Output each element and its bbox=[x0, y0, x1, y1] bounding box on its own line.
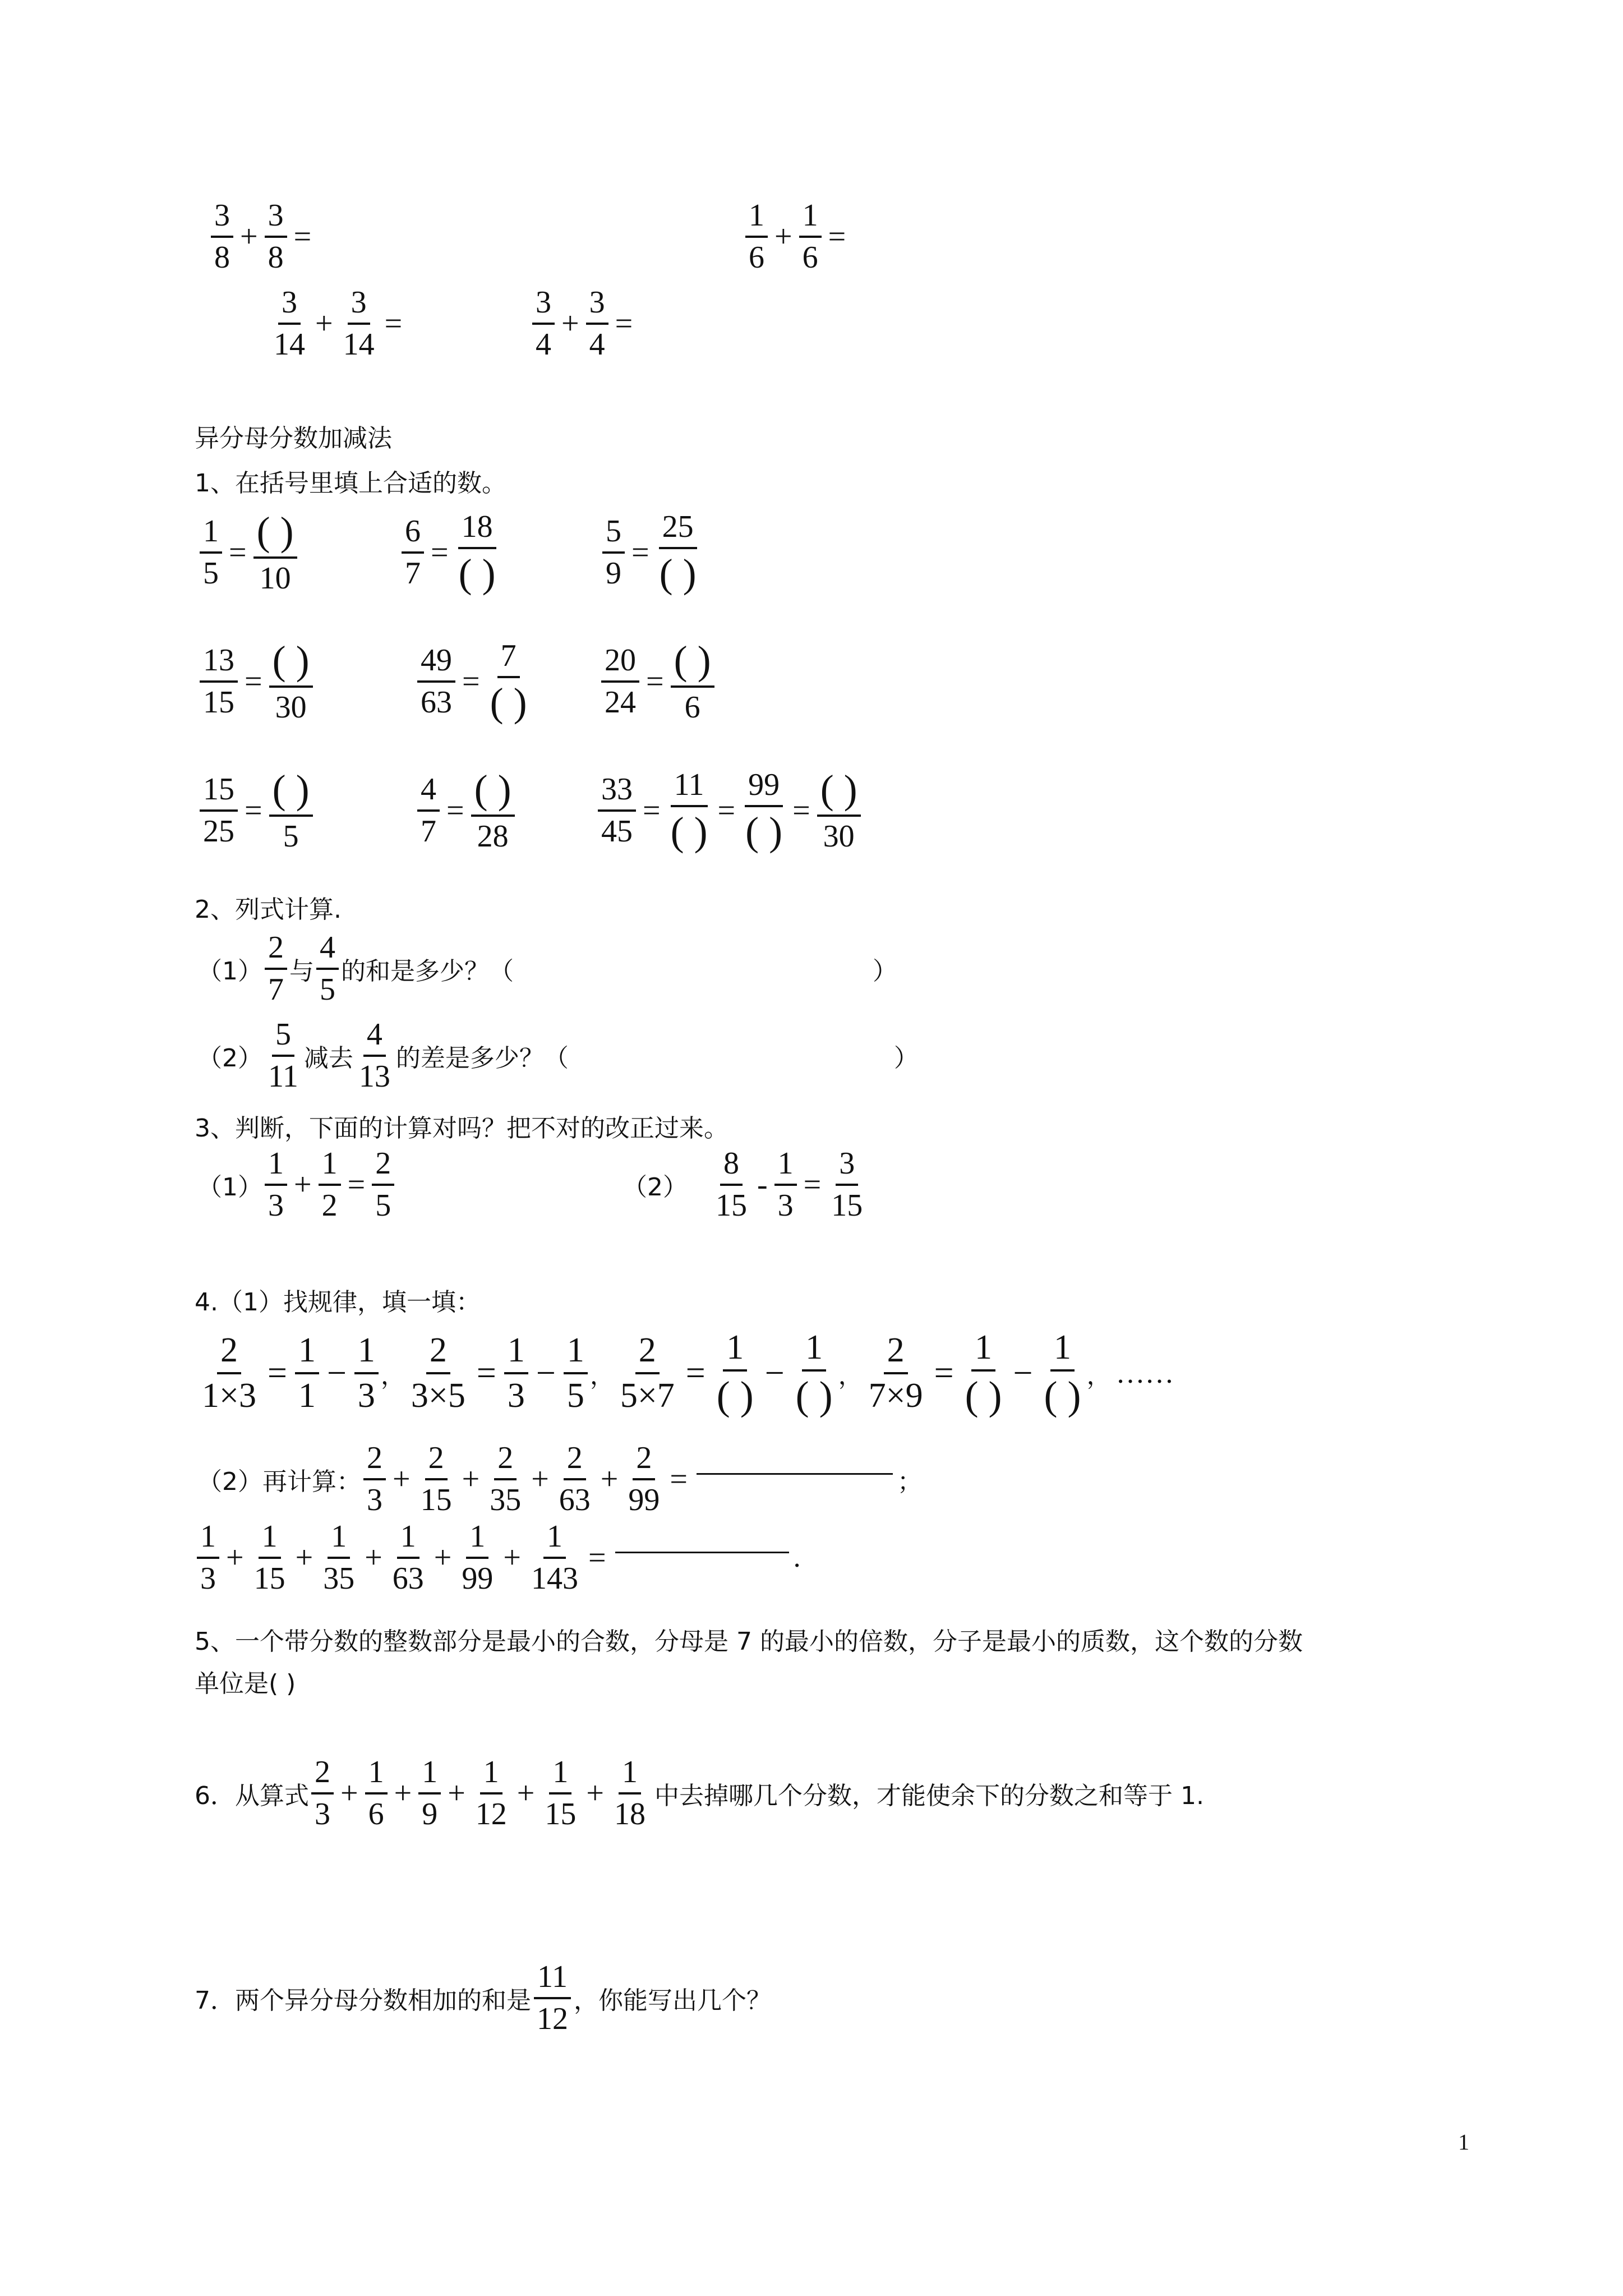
q1-item bbox=[599, 639, 717, 724]
fraction: $\frac{18}{( )}$ bbox=[455, 510, 499, 595]
fraction: $\frac{4}{5}$ bbox=[316, 931, 339, 1006]
fraction: $\frac{1}{9}$ bbox=[418, 1756, 441, 1831]
top-sum-2 bbox=[743, 199, 850, 274]
fraction: $\frac{( )}{6}$ bbox=[671, 639, 714, 724]
fraction: $\frac{5}{11}$ bbox=[268, 1017, 298, 1094]
q1-item bbox=[197, 510, 299, 595]
fraction: $\frac{1}{3}$ bbox=[354, 1332, 379, 1414]
q3-part-1: （1） $\frac{1}{3}$ + $\frac{1}{2}$ = $\frac{2}{5}$ bbox=[197, 1147, 396, 1222]
question-4-label: 4.（1）找规律，填一填： bbox=[195, 1288, 481, 1317]
fraction: $\frac{3}{14}$ bbox=[274, 285, 305, 362]
fraction: $\frac{6}{7}$ bbox=[402, 515, 424, 590]
question-5-line-2: 单位是( ) bbox=[195, 1669, 296, 1698]
equals-sign: = bbox=[803, 1167, 822, 1202]
fraction: $\frac{1}{2}$ bbox=[319, 1147, 341, 1222]
top-sum-4 bbox=[530, 286, 637, 361]
equals-sign: = bbox=[631, 535, 649, 570]
top-sum-1 bbox=[209, 199, 316, 274]
fraction: $\frac{( )}{30}$ bbox=[269, 639, 313, 724]
fraction: $\frac{( )}{5}$ bbox=[269, 769, 313, 853]
fraction: $\frac{1}{( )}$ bbox=[792, 1329, 836, 1418]
fraction: $\frac{1}{3}$ bbox=[265, 1147, 287, 1222]
fraction: $\frac{3}{8}$ bbox=[265, 199, 287, 274]
fraction: $\frac{1}{5}$ bbox=[200, 515, 222, 590]
question-7: 7．两个异分母分数相加的和是 $\frac{11}{12}$ ，你能写出几个？ bbox=[195, 1959, 771, 2036]
fraction: $\frac{1}{12}$ bbox=[475, 1755, 507, 1832]
fraction: $\frac{1}{3}$ bbox=[774, 1147, 797, 1222]
answer-blank[interactable]: ( ) bbox=[253, 510, 297, 559]
plus-sign: + bbox=[294, 1167, 312, 1202]
fraction: $\frac{3}{4}$ bbox=[532, 286, 555, 361]
fraction: $\frac{( )}{28}$ bbox=[471, 769, 515, 853]
fraction: $\frac{( )}{10}$ bbox=[253, 510, 297, 595]
fraction: $\frac{13}{15}$ bbox=[200, 644, 238, 719]
fraction: $\frac{1}{5}$ bbox=[564, 1332, 588, 1414]
answer-blank[interactable]: ( ) bbox=[458, 550, 496, 596]
fraction: $\frac{99}{( )}$ bbox=[742, 769, 786, 853]
question-1-label: 1、在括号里填上合适的数。 bbox=[195, 469, 506, 498]
fraction: $\frac{2}{5\times 7}$ bbox=[620, 1331, 675, 1415]
fraction: $\frac{15}{25}$ bbox=[200, 773, 238, 848]
q1-item bbox=[399, 510, 501, 595]
fraction: $\frac{2}{3}$ bbox=[311, 1756, 334, 1831]
fraction: $\frac{1}{6}$ bbox=[745, 199, 768, 274]
fraction: $\frac{2}{3}$ bbox=[363, 1442, 386, 1517]
section-title: 异分母分数加减法 bbox=[195, 424, 392, 453]
equals-sign: = bbox=[245, 793, 262, 829]
fraction: $\frac{2}{7}$ bbox=[265, 931, 287, 1006]
q1-item bbox=[415, 769, 517, 853]
fraction: $\frac{1}{99}$ bbox=[462, 1519, 494, 1596]
fraction: $\frac{1}{( )}$ bbox=[713, 1329, 757, 1418]
q1-chain bbox=[596, 769, 863, 853]
answer-line[interactable] bbox=[697, 1473, 893, 1475]
q4-sum-2: $\frac{1}{3}$ + $\frac{1}{15}$ + $\frac{1}{35}$ + $\frac{1}{63}$ + $\frac{1}{99}$ + $\frac{1}{143}$ = . bbox=[195, 1520, 801, 1595]
fraction: $\frac{1}{35}$ bbox=[323, 1519, 355, 1596]
answer-blank[interactable]: ( ) bbox=[745, 808, 783, 854]
answer-blank[interactable]: ( ) bbox=[817, 769, 861, 817]
answer-blank[interactable]: ( ) bbox=[471, 769, 515, 817]
q1-item bbox=[197, 639, 315, 724]
question-6: 6．从算式 $\frac{2}{3}$ + $\frac{1}{6}$ + $\frac{1}{9}$ + $\frac{1}{12}$ + $\frac{1}{15}$ + $\frac{1}{18}$ 中去掉哪几个分数，才能使余下的分数之和等于 1. bbox=[195, 1755, 1204, 1832]
fraction: $\frac{2}{7\times 9}$ bbox=[868, 1331, 923, 1415]
minus-sign: - bbox=[757, 1167, 768, 1202]
plus-sign: + bbox=[561, 306, 579, 341]
q1-item bbox=[600, 510, 702, 595]
fraction: $\frac{1}{1}$ bbox=[295, 1332, 319, 1414]
fraction: $\frac{2}{3\times 5}$ bbox=[411, 1331, 465, 1415]
fraction: $\frac{3}{15}$ bbox=[831, 1146, 863, 1223]
fraction: $\frac{2}{15}$ bbox=[420, 1441, 452, 1517]
answer-blank[interactable]: ( ) bbox=[659, 550, 697, 596]
fraction: $\frac{1}{3}$ bbox=[504, 1332, 528, 1414]
fraction: $\frac{3}{14}$ bbox=[343, 285, 375, 362]
q4-part-2: （2）再计算： $\frac{2}{3}$ + $\frac{2}{15}$ + $\frac{2}{35}$ + $\frac{2}{63}$ + $\frac{2}{99}$ = ； bbox=[197, 1441, 922, 1517]
equals-sign: = bbox=[293, 219, 312, 254]
fraction: $\frac{4}{7}$ bbox=[417, 773, 440, 848]
answer-blank[interactable]: ( ) bbox=[1044, 1373, 1081, 1419]
fraction: $\frac{1}{18}$ bbox=[614, 1755, 645, 1832]
answer-blank[interactable]: ( ) bbox=[671, 639, 714, 688]
equals-sign: = bbox=[717, 793, 736, 829]
fraction: $\frac{5}{9}$ bbox=[602, 515, 625, 590]
fraction: $\frac{49}{63}$ bbox=[417, 644, 455, 719]
fraction: $\frac{1}{15}$ bbox=[545, 1755, 577, 1832]
answer-blank[interactable]: ( ) bbox=[269, 639, 313, 688]
plus-sign: + bbox=[315, 306, 333, 341]
page-number: 1 bbox=[1458, 2129, 1469, 2155]
fraction: $\frac{1}{6}$ bbox=[799, 199, 822, 274]
fraction: $\frac{1}{15}$ bbox=[253, 1519, 285, 1596]
fraction: $\frac{2}{63}$ bbox=[559, 1441, 591, 1517]
equals-sign: = bbox=[615, 306, 633, 341]
answer-blank[interactable]: ( ) bbox=[795, 1373, 833, 1419]
question-5-line-1: 5、一个带分数的整数部分是最小的合数，分母是 7 的最小的倍数，分子是最小的质数，这个数的分数 bbox=[195, 1627, 1303, 1656]
answer-line[interactable] bbox=[615, 1552, 789, 1553]
fraction: $\frac{8}{15}$ bbox=[716, 1146, 747, 1223]
answer-blank[interactable]: ( ) bbox=[716, 1373, 754, 1419]
fraction: $\frac{11}{12}$ bbox=[533, 1961, 571, 2036]
fraction: $\frac{2}{99}$ bbox=[628, 1441, 660, 1517]
answer-blank[interactable]: ( ) bbox=[269, 769, 313, 817]
fraction: $\frac{1}{( )}$ bbox=[1040, 1329, 1084, 1418]
q2-part-1: （1） $\frac{2}{7}$ 与 $\frac{4}{5}$ 的和是多少？（ ） bbox=[197, 930, 897, 1007]
answer-blank[interactable]: ( ) bbox=[490, 679, 527, 725]
q4-pattern: $\frac{2}{1\times 3}$ = $\frac{1}{1}$ − $\frac{1}{3}$ ， $\frac{2}{3\times 5}$ = $\frac{1}{3}$ − $\frac{1}{5}$ ， $\frac{2}{5\times 7}$ = $\frac{1}{( )}$ − $\frac{1}{( )}$ ， $\frac{2}{7\times 9}$ = $\frac{1}{( )}$ − $\frac{1}{( )}$ ， …… bbox=[196, 1329, 1174, 1418]
fraction: $\frac{2}{1\times 3}$ bbox=[202, 1331, 256, 1415]
top-sum-3 bbox=[268, 286, 407, 361]
question-2-label: 2、列式计算. bbox=[195, 895, 342, 924]
equals-sign: = bbox=[347, 1167, 366, 1202]
fraction: $\frac{1}{( )}$ bbox=[962, 1329, 1006, 1418]
equals-sign: = bbox=[646, 664, 664, 700]
fraction: $\frac{20}{24}$ bbox=[601, 644, 639, 719]
fraction: $\frac{2}{5}$ bbox=[372, 1147, 394, 1222]
fraction: $\frac{3}{4}$ bbox=[586, 286, 608, 361]
fraction: $\frac{1}{63}$ bbox=[392, 1519, 424, 1596]
fraction: $\frac{4}{13}$ bbox=[358, 1017, 390, 1094]
fraction: $\frac{( )}{30}$ bbox=[817, 769, 861, 853]
answer-blank[interactable]: ( ) bbox=[670, 808, 708, 854]
fraction: $\frac{11}{( )}$ bbox=[667, 769, 711, 853]
equals-sign: = bbox=[245, 664, 262, 700]
equals-sign: = bbox=[828, 219, 846, 254]
q3-part-2: （2） $\frac{8}{15}$ - $\frac{1}{3}$ = $\frac{3}{15}$ bbox=[623, 1147, 868, 1222]
equals-sign: = bbox=[462, 664, 480, 700]
equals-sign: = bbox=[431, 535, 449, 570]
q1-item bbox=[415, 639, 533, 724]
equals-sign: = bbox=[229, 535, 247, 570]
equals-sign: = bbox=[792, 793, 810, 829]
plus-sign: + bbox=[240, 219, 258, 254]
fraction: $\frac{1}{143}$ bbox=[531, 1519, 578, 1596]
answer-blank[interactable]: ( ) bbox=[965, 1373, 1002, 1419]
question-3-label: 3、判断，下面的计算对吗？把不对的改正过来。 bbox=[195, 1114, 728, 1143]
fraction: $\frac{3}{8}$ bbox=[211, 199, 233, 274]
fraction: $\frac{25}{( )}$ bbox=[656, 510, 700, 595]
plus-sign: + bbox=[774, 219, 792, 254]
fraction: $\frac{2}{35}$ bbox=[490, 1441, 522, 1517]
fraction: $\frac{7}{( )}$ bbox=[487, 639, 531, 724]
fraction: $\frac{1}{3}$ bbox=[197, 1520, 219, 1595]
equals-sign: = bbox=[384, 306, 403, 341]
equals-sign: = bbox=[446, 793, 464, 829]
fraction: $\frac{33}{45}$ bbox=[598, 773, 636, 848]
fraction: $\frac{1}{6}$ bbox=[365, 1756, 388, 1831]
equals-sign: = bbox=[643, 793, 661, 829]
q1-item bbox=[197, 769, 315, 853]
q2-part-2: （2） $\frac{5}{11}$ 减去 $\frac{4}{13}$ 的差是多少？（ ） bbox=[197, 1017, 919, 1094]
